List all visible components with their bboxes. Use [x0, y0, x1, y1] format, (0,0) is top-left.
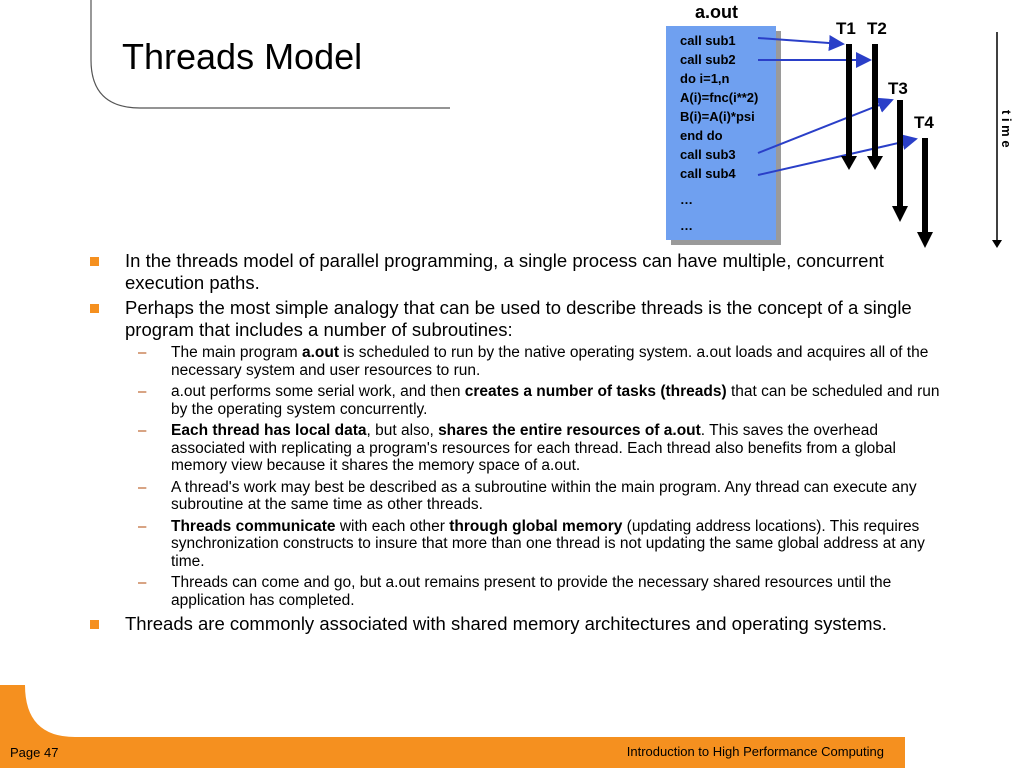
code-line: call sub4 — [680, 166, 736, 181]
code-line: … — [680, 192, 693, 207]
sub-bullet-item: – Threads communicate with each other through global memory (updating address locations). This requires synchronization constructs to insure that more than one thread is not updating the same global address at any time. — [138, 517, 925, 570]
sub-bullet-item: – a.out performs some serial work, and then creates a number of tasks (threads) that can be scheduled and run by the operating system concurrently. — [138, 383, 940, 418]
thread-bar-t4 — [922, 138, 928, 234]
dash-icon: – — [138, 517, 147, 535]
bullet-square-icon — [90, 620, 99, 629]
dash-icon: – — [138, 383, 147, 400]
footer-title: Introduction to High Performance Computing — [626, 744, 884, 759]
page-number: Page 47 — [10, 745, 59, 760]
thread-bar-t1 — [846, 44, 852, 156]
dash-icon: – — [138, 574, 147, 591]
sub-bullet-item: – The main program a.out is scheduled to run by the native operating system. a.out loads and acquires all of the necessary system and user resources to run. — [138, 344, 929, 379]
bullet-item: Threads are commonly associated with shared memory architectures and operating systems. — [90, 613, 950, 635]
thread-label-t1: T1 — [836, 19, 856, 38]
code-line: … — [680, 218, 693, 233]
slide-body — [90, 250, 950, 638]
dash-icon: – — [138, 478, 147, 496]
code-line: A(i)=fnc(i**2) — [680, 90, 759, 105]
program-name-label: a.out — [695, 2, 738, 22]
thread-label-t2: T2 — [867, 19, 887, 38]
time-axis-head — [992, 240, 1002, 248]
thread-bar-t3 — [897, 100, 903, 206]
sub-bullet-item: – Each thread has local data, but also, shares the entire resources of a.out. This saves the overhead associated with replicating a program's resources for each thread. Each thread also benefits from a global memory view because it shares the memory space of a.out. — [138, 422, 896, 474]
sub-bullet-item: – A thread's work may best be described as a subroutine within the main program. Any thread can execute any subroutine at the same time as other threads. — [138, 478, 917, 513]
code-line: end do — [680, 128, 723, 143]
dash-icon: – — [138, 344, 147, 361]
sub-bullet-item: – Threads can come and go, but a.out remains present to provide the necessary shared resources until the application has completed. — [138, 574, 892, 609]
thread-label-t3: T3 — [888, 79, 908, 98]
thread-label-t4: T4 — [914, 113, 934, 132]
code-line: call sub2 — [680, 52, 736, 67]
code-line: call sub3 — [680, 147, 736, 162]
code-line: call sub1 — [680, 33, 736, 48]
page-title: Threads Model — [122, 36, 363, 77]
thread-head-t1 — [841, 156, 857, 170]
thread-head-t4 — [917, 232, 933, 248]
time-axis-label: t i m e — [999, 110, 1014, 148]
dash-icon: – — [138, 422, 147, 439]
code-line: B(i)=A(i)*psi — [680, 109, 755, 124]
threads-diagram — [640, 0, 1024, 255]
bullet-item: Perhaps the most simple analogy that can be used to describe threads is the concept of a single program that includes a number of subroutines: — [90, 297, 950, 341]
footer-corner-decoration — [0, 680, 120, 740]
bullet-item: In the threads model of parallel programming, a single process can have multiple, concurrent execution paths. — [90, 250, 950, 294]
thread-head-t3 — [892, 206, 908, 222]
thread-bar-t2 — [872, 44, 878, 156]
code-line: do i=1,n — [680, 71, 730, 86]
thread-head-t2 — [867, 156, 883, 170]
bullet-square-icon — [90, 257, 99, 266]
bullet-square-icon — [90, 304, 99, 313]
